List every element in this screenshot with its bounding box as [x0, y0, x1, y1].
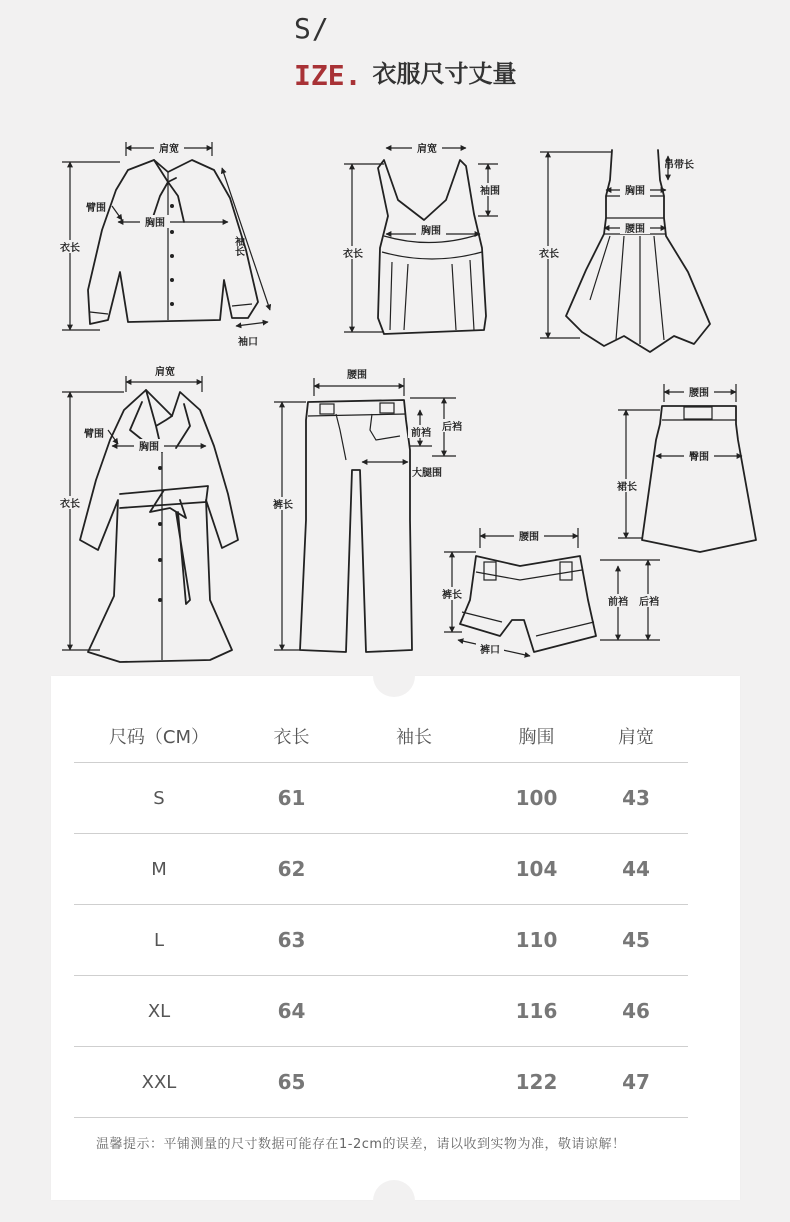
card-notch-bottom — [373, 1180, 415, 1222]
dress-strap-label: 吊带长 — [664, 160, 694, 171]
length-cell: 62 — [244, 834, 339, 905]
shirt-sleeve-label: 袖长 — [232, 236, 244, 256]
chest-cell: 100 — [489, 763, 584, 834]
vest-armhole-label: 袖围 — [480, 186, 500, 197]
shoulder-cell: 46 — [584, 976, 688, 1047]
vest-chest-label: 胸围 — [421, 226, 441, 237]
shoulder-cell: 47 — [584, 1047, 688, 1118]
chest-cell: 110 — [489, 905, 584, 976]
shoulder-cell: 45 — [584, 905, 688, 976]
shirt-arm-label: 臂围 — [86, 203, 106, 214]
coat-shoulder-label: 肩宽 — [155, 367, 175, 378]
header-ize: IZE. — [294, 59, 362, 92]
dress-illustration — [534, 150, 710, 352]
dress-length-label: 衣长 — [539, 249, 559, 260]
size-cell: M — [74, 834, 244, 905]
length-cell: 64 — [244, 976, 339, 1047]
header-length: 衣长 — [244, 710, 339, 763]
shoulder-cell: 43 — [584, 763, 688, 834]
shorts-front-rise-label: 前裆 — [608, 597, 628, 608]
skirt-hip-label: 臀围 — [689, 452, 709, 463]
header-shoulder: 肩宽 — [584, 710, 688, 763]
page-title: 衣服尺寸丈量 — [372, 60, 517, 88]
shorts-hem-label: 裤口 — [480, 645, 500, 656]
table-row — [74, 905, 688, 976]
chest-cell: 116 — [489, 976, 584, 1047]
length-cell: 61 — [244, 763, 339, 834]
coat-length-label: 衣长 — [60, 499, 80, 510]
table-row — [74, 976, 688, 1047]
pants-thigh-label: 大腿围 — [412, 468, 442, 479]
pants-back-rise-label: 后裆 — [442, 422, 462, 433]
pants-waist-label: 腰围 — [347, 370, 367, 381]
size-cell: S — [74, 763, 244, 834]
chest-cell: 104 — [489, 834, 584, 905]
shorts-illustration — [437, 528, 664, 656]
shirt-shoulder-label: 肩宽 — [159, 144, 179, 155]
chest-cell: 122 — [489, 1047, 584, 1118]
skirt-illustration — [612, 384, 756, 552]
sleeve-cell — [339, 976, 489, 1047]
shirt-length-label: 衣长 — [60, 243, 80, 254]
shorts-waist-label: 腰围 — [519, 532, 539, 543]
shirt-chest-label: 胸围 — [145, 218, 165, 229]
table-row — [74, 1047, 688, 1118]
pants-front-rise-label: 前裆 — [411, 428, 431, 439]
size-cell: XXL — [74, 1047, 244, 1118]
shoulder-cell: 44 — [584, 834, 688, 905]
size-cell: XL — [74, 976, 244, 1047]
sleeve-cell — [339, 834, 489, 905]
vest-length-label: 衣长 — [343, 249, 363, 260]
header-s: S/ — [294, 12, 330, 45]
vest-illustration — [338, 141, 504, 334]
card-notch-top — [373, 655, 415, 697]
shorts-length-label: 裤长 — [442, 590, 462, 601]
shirt-illustration — [54, 141, 270, 348]
header-chest: 胸围 — [489, 710, 584, 763]
length-cell: 63 — [244, 905, 339, 976]
sleeve-cell — [339, 763, 489, 834]
vest-shoulder-label: 肩宽 — [417, 144, 437, 155]
sleeve-cell — [339, 1047, 489, 1118]
shirt-cuff-label: 袖口 — [238, 337, 258, 348]
header-size: 尺码（CM） — [74, 710, 244, 763]
measurement-tip: 温馨提示：平铺测量的尺寸数据可能存在1-2cm的误差，请以收到实物为准，敬请谅解！ — [96, 1137, 626, 1152]
header-sleeve: 袖长 — [339, 710, 489, 763]
skirt-length-label: 裙长 — [617, 482, 637, 493]
table-row — [74, 763, 688, 834]
size-cell: L — [74, 905, 244, 976]
shorts-back-rise-label: 后裆 — [639, 597, 659, 608]
coat-illustration — [54, 364, 238, 662]
skirt-waist-label: 腰围 — [689, 388, 709, 399]
table-row — [74, 834, 688, 905]
dress-waist-label: 腰围 — [625, 224, 645, 235]
size-table-header — [74, 710, 688, 763]
size-table — [74, 710, 688, 1118]
sleeve-cell — [339, 905, 489, 976]
dress-chest-label: 胸围 — [625, 186, 645, 197]
coat-chest-label: 胸围 — [139, 442, 159, 453]
pants-length-label: 裤长 — [273, 500, 293, 511]
length-cell: 65 — [244, 1047, 339, 1118]
pants-illustration — [268, 367, 466, 652]
coat-arm-label: 臂围 — [84, 429, 104, 440]
